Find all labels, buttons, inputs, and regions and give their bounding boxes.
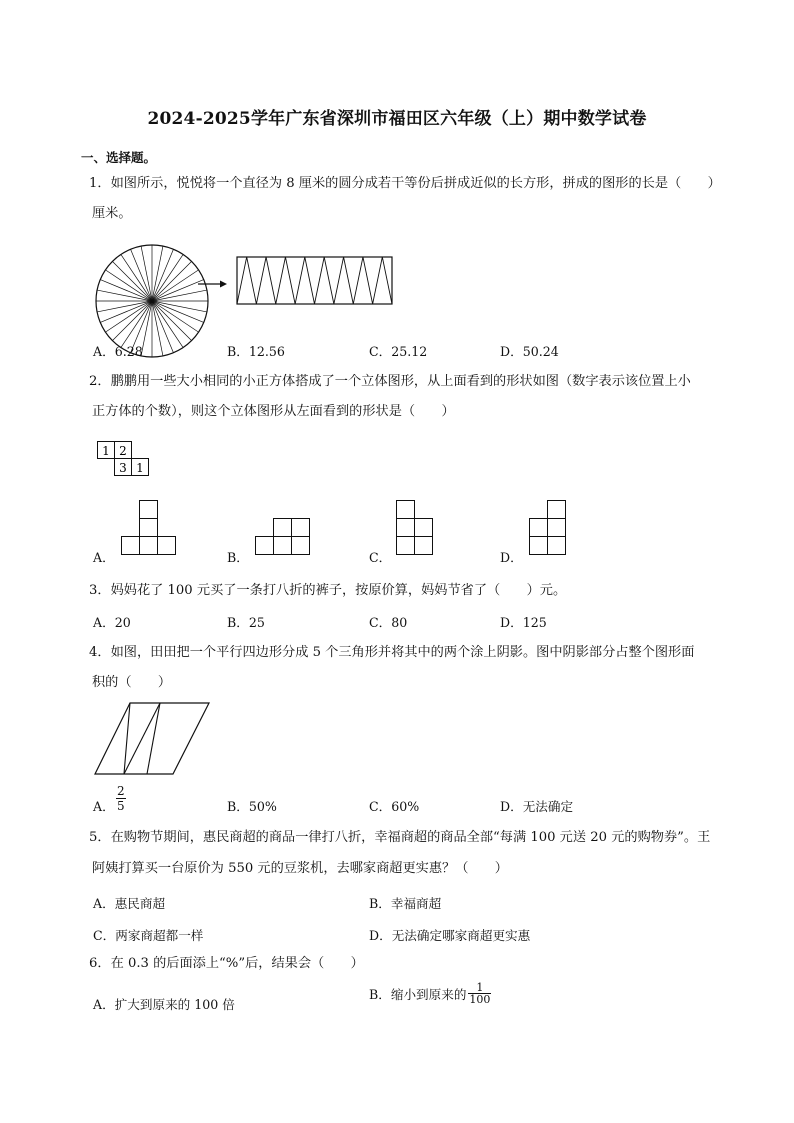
- q5-option-c[interactable]: C．两家商超都一样: [93, 928, 204, 943]
- q2-option-c-figure: [396, 500, 436, 560]
- q3-option-c[interactable]: C．80: [369, 615, 408, 630]
- q1-option-d[interactable]: D．50.24: [500, 344, 559, 359]
- q1-option-a[interactable]: A．6.28: [93, 344, 143, 359]
- q4-option-a-label[interactable]: A．: [93, 799, 115, 814]
- q1-text-line2: 厘米。: [92, 206, 132, 221]
- q2-option-c[interactable]: C．: [369, 550, 392, 565]
- q2-option-a-figure: [121, 500, 181, 560]
- fraction-numerator: 1: [468, 982, 491, 994]
- q6-option-a[interactable]: A．扩大到原来的 100 倍: [93, 997, 235, 1012]
- grid-number: 2: [119, 444, 127, 458]
- q2-option-b[interactable]: B．: [227, 550, 249, 565]
- q6-option-b[interactable]: [369, 982, 491, 1005]
- section-heading: 一、选择题。: [81, 150, 157, 165]
- grid-number: 1: [102, 444, 110, 458]
- q2-text-line2: 正方体的个数），则这个立体图形从左面看到的形状是（ ）: [92, 404, 455, 419]
- q1-arrow-icon: [198, 278, 238, 290]
- q2-option-b-figure: [255, 518, 315, 558]
- q2-option-a[interactable]: A．: [93, 550, 115, 565]
- q5-text-line1: 5．在购物节期间，惠民商超的商品一律打八折，幸福商超的商品全部“每满 100 元送 20 元的购物券”。王: [89, 830, 711, 845]
- q3-text-line1: 3．妈妈花了 100 元买了一条打八折的裤子，按原价算，妈妈节省了（ ）元。: [89, 583, 567, 598]
- q1-text-line1: 1．如图所示，悦悦将一个直径为 8 厘米的圆分成若干等份后拼成近似的长方形，拼成的图形的长是（ ）: [89, 176, 721, 191]
- q6-option-b-label: B．缩小到原来的: [369, 987, 467, 1002]
- q5-text-line2: 阿姨打算买一台原价为 550 元的豆浆机，去哪家商超更实惠？（ ）: [92, 861, 508, 876]
- q5-option-a[interactable]: A．惠民商超: [93, 896, 166, 911]
- q1-option-c[interactable]: C．25.12: [369, 344, 428, 359]
- q4-text-line2: 积的（ ）: [92, 675, 172, 690]
- q2-option-d-figure: [529, 500, 569, 560]
- grid-number: 3: [119, 461, 127, 475]
- q2-text-line1: 2．鹏鹏用一些大小相同的小正方体搭成了一个立体图形，从上面看到的形状如图（数字表示该位置上小: [89, 374, 691, 389]
- q3-option-d[interactable]: D．125: [500, 615, 547, 630]
- q3-option-b[interactable]: B．25: [227, 615, 265, 630]
- fraction-numerator: 2: [117, 784, 125, 798]
- q3-option-a[interactable]: A．20: [93, 615, 131, 630]
- q4-option-a-fraction[interactable]: [116, 784, 126, 813]
- fraction-denominator: 100: [469, 993, 491, 1006]
- q5-option-b[interactable]: B．幸福商超: [369, 896, 442, 911]
- q5-option-d[interactable]: D．无法确定哪家商超更实惠: [369, 928, 531, 943]
- q2-option-d[interactable]: D．: [500, 550, 523, 565]
- q4-parallelogram-figure: [94, 702, 224, 782]
- fraction-denominator: 5: [117, 799, 125, 813]
- grid-number: 1: [136, 461, 144, 475]
- q6-text-line1: 6．在 0.3 的后面添上“%”后，结果会（ ）: [89, 956, 364, 971]
- q4-option-d[interactable]: D．无法确定: [500, 799, 574, 814]
- page-title: 2024-2025学年广东省深圳市福田区六年级（上）期中数学试卷: [147, 109, 647, 129]
- q4-option-c[interactable]: C．60%: [369, 799, 420, 814]
- q4-option-b[interactable]: B．50%: [227, 799, 277, 814]
- q4-text-line1: 4．如图，田田把一个平行四边形分成 5 个三角形并将其中的两个涂上阴影。图中阴影部分占整个图形面: [89, 645, 695, 660]
- q1-option-b[interactable]: B．12.56: [227, 344, 285, 359]
- q1-rectangle-figure: [236, 256, 396, 306]
- q2-top-view-grid: [97, 441, 157, 481]
